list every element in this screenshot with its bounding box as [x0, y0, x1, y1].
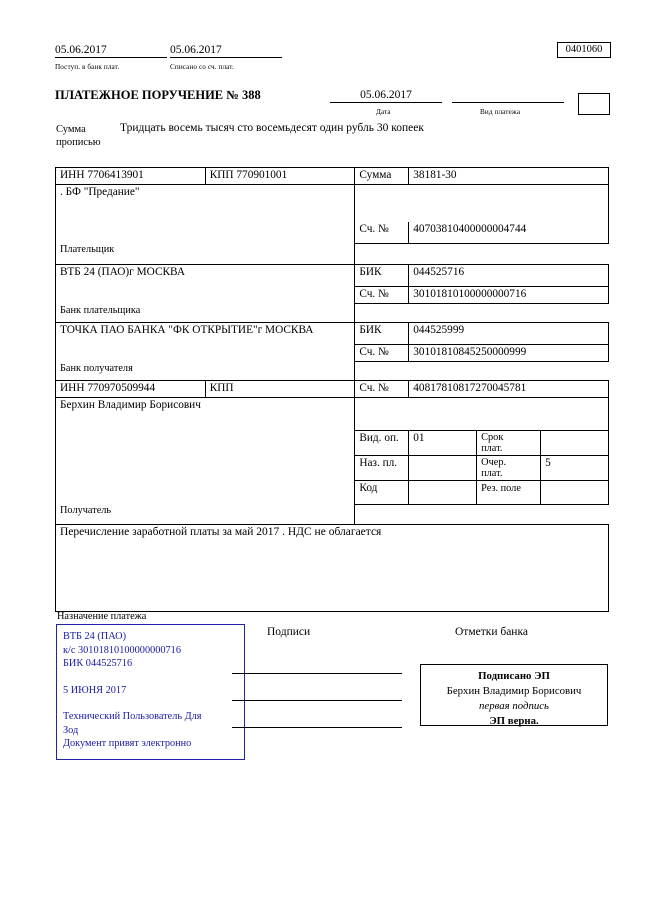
amount-label-cell	[355, 168, 409, 185]
table-row	[56, 455, 609, 480]
payee-bank-bik-label-cell	[355, 322, 409, 345]
electronic-stamp	[56, 624, 245, 760]
payer-account-value-cell	[409, 222, 609, 243]
payment-kind-value	[452, 89, 564, 103]
payer-inn-value: 7706413901	[87, 169, 144, 181]
payer-bank-bik-label-cell	[355, 264, 409, 287]
op-kind-value: 01	[413, 431, 425, 444]
purpose-caption: Назначение платежа	[57, 611, 147, 622]
payer-bank-bik-value: 044525716	[413, 265, 465, 278]
signature-line-2	[232, 699, 402, 701]
payee-bank-account-label: Сч. №	[359, 346, 389, 358]
res-field-value-cell	[541, 480, 609, 504]
bank-mark-line-3: первая подпись	[479, 700, 549, 712]
res-field-label-cell	[477, 480, 541, 504]
payee-bank-name-cell	[56, 322, 355, 345]
table-row	[56, 504, 609, 525]
payer-kpp-label: КПП	[209, 169, 234, 181]
table-row	[56, 185, 609, 223]
payment-kind-caption: Вид платежа	[480, 108, 521, 116]
payer-bank-name: ВТБ 24 (ПАО)г МОСКВА	[60, 265, 186, 278]
table-row	[56, 362, 609, 381]
table-row	[56, 480, 609, 504]
payee-extra-cell	[355, 397, 609, 430]
payer-caption: Плательщик	[60, 244, 115, 255]
signatures-label: Подписи	[267, 626, 311, 638]
payer-account-value: 40703810400000004744	[413, 223, 527, 236]
payee-account-value-cell	[409, 380, 609, 397]
payee-bank-spacer-cell	[56, 345, 355, 362]
amount-label: Сумма	[359, 169, 392, 181]
purpose-code-label-cell	[355, 455, 409, 480]
res-field-label: Рез. поле	[481, 482, 521, 494]
queue-value: 5	[545, 456, 551, 469]
payee-name-cell	[56, 397, 355, 455]
payee-bank-bik-label: БИК	[359, 323, 382, 336]
payer-bank-account-label-cell	[355, 287, 409, 304]
payment-details-table	[55, 167, 609, 612]
spacer-cell	[355, 304, 609, 323]
table-row	[56, 287, 609, 304]
payee-bank-account-value-cell	[409, 345, 609, 362]
queue-label-cell: Очер. плат.	[477, 455, 541, 480]
amount-words-label-2: прописью	[56, 137, 101, 148]
payee-account-label: Сч. №	[359, 381, 389, 394]
payer-bank-bik-value-cell	[409, 264, 609, 287]
payee-bank-bik-value-cell	[409, 322, 609, 345]
term-value-cell	[541, 430, 609, 455]
term-label-cell: Срок плат.	[477, 430, 541, 455]
table-row	[56, 243, 609, 264]
code-value-cell	[409, 480, 477, 504]
table-row	[56, 264, 609, 287]
amount-value-cell	[409, 168, 609, 185]
stamp-line-7: Документ привят электронно	[63, 738, 192, 749]
purpose-code-value-cell	[409, 455, 477, 480]
stamp-line-6: Зод	[63, 724, 79, 736]
date-written-off-value: 05.06.2017	[170, 44, 282, 58]
signature-line-3	[232, 726, 402, 728]
purpose-code-label: Наз. пл.	[359, 456, 398, 469]
stamp-line-5: Технический Пользователь Для	[63, 711, 202, 722]
page-title: ПЛАТЕЖНОЕ ПОРУЧЕНИЕ № 388	[55, 88, 261, 102]
payee-caption-cell	[56, 504, 355, 525]
date-received-caption: Поступ. в банк плат.	[55, 63, 120, 71]
bank-mark-box	[420, 664, 608, 726]
payee-caption: Получатель	[60, 505, 112, 516]
spacer-cell	[355, 243, 609, 264]
table-row	[56, 380, 609, 397]
payee-bank-account-label-cell	[355, 345, 409, 362]
bank-mark-line-4: ЭП верна.	[489, 715, 539, 727]
payee-bank-name: ТОЧКА ПАО БАНКА "ФК ОТКРЫТИЕ"г МОСКВА	[60, 323, 314, 336]
payer-bank-account-value: 30101810100000000716	[413, 288, 527, 300]
payee-name-spacer-cell-2	[56, 480, 355, 504]
payment-kind-box	[578, 93, 610, 115]
payee-bank-account-value: 30101810845250000999	[413, 346, 527, 358]
payer-bank-account-label: Сч. №	[359, 288, 389, 300]
date-written-off-caption: Списано со сч. плат.	[170, 63, 234, 71]
spacer-cell	[355, 362, 609, 381]
amount-words-label-1: Сумма	[56, 124, 86, 135]
bank-mark-line-2: Берхин Владимир Борисович	[446, 685, 582, 697]
payer-account-label: Сч. №	[359, 223, 389, 236]
op-kind-label-cell	[355, 430, 409, 455]
table-row	[56, 525, 609, 612]
payer-bank-name-cell	[56, 264, 355, 287]
amount-value: 38181-30	[413, 169, 457, 181]
stamp-line-1: ВТБ 24 (ПАО)	[63, 631, 127, 642]
payee-bank-caption: Банк получателя	[60, 362, 133, 374]
form-code: 0401060	[557, 42, 611, 58]
bank-marks-label: Отметки банка	[455, 626, 528, 638]
table-row	[56, 304, 609, 323]
payer-kpp-cell	[205, 168, 355, 185]
payee-kpp-label: КПП	[209, 381, 234, 394]
payee-bank-caption-cell	[56, 362, 355, 381]
payer-name: . БФ "Предание"	[60, 186, 140, 198]
payer-kpp-value: 770901001	[236, 169, 288, 181]
payee-inn-value: 770970509944	[87, 381, 156, 394]
payer-name-cell	[56, 185, 355, 244]
document-date-caption: Дата	[376, 108, 391, 116]
payer-bank-account-value-cell	[409, 287, 609, 304]
code-label: Код	[359, 481, 378, 494]
stamp-line-4: 5 ИЮНЯ 2017	[63, 684, 127, 696]
amount-in-words: Тридцать восемь тысяч сто восемьдесят один рубль 30 копеек	[120, 122, 424, 134]
spacer-cell	[355, 504, 609, 525]
code-label-cell	[355, 480, 409, 504]
payee-kpp-cell	[205, 380, 355, 397]
purpose-text-cell	[56, 525, 609, 612]
op-kind-label: Вид. оп.	[359, 431, 399, 444]
stamp-line-2: к/с 30101810100000000716	[63, 644, 181, 656]
payee-bank-bik-value: 044525999	[413, 323, 465, 336]
payer-account-label-cell	[355, 222, 409, 243]
amount-spacer-cell	[355, 185, 609, 223]
payer-inn-cell	[56, 168, 206, 185]
payee-inn-label: ИНН	[60, 381, 85, 394]
payer-bank-spacer-cell	[56, 287, 355, 304]
signature-line-1	[232, 672, 402, 674]
table-row	[56, 397, 609, 430]
payee-account-value: 40817810817270045781	[413, 381, 527, 394]
payer-inn-label: ИНН	[60, 169, 85, 181]
bank-mark-line-1: Подписано ЭП	[478, 670, 550, 682]
payee-name-spacer-cell	[56, 455, 355, 480]
payer-bank-caption: Банк плательщика	[60, 304, 141, 316]
document-date-value: 05.06.2017	[330, 89, 442, 103]
purpose-text: Перечисление заработной платы за май 2017 . НДС не облагается	[60, 526, 382, 538]
stamp-line-3: БИК 044525716	[63, 658, 133, 669]
table-row	[56, 345, 609, 362]
table-row	[56, 322, 609, 345]
payee-inn-cell	[56, 380, 206, 397]
payer-caption-cell	[56, 243, 355, 264]
op-kind-value-cell	[409, 430, 477, 455]
table-row	[56, 168, 609, 185]
payer-bank-bik-label: БИК	[359, 265, 382, 278]
payer-bank-caption-cell	[56, 304, 355, 323]
payee-name: Берхин Владимир Борисович	[60, 398, 201, 411]
payee-account-label-cell	[355, 380, 409, 397]
date-received-value: 05.06.2017	[55, 44, 167, 58]
queue-value-cell	[541, 455, 609, 480]
